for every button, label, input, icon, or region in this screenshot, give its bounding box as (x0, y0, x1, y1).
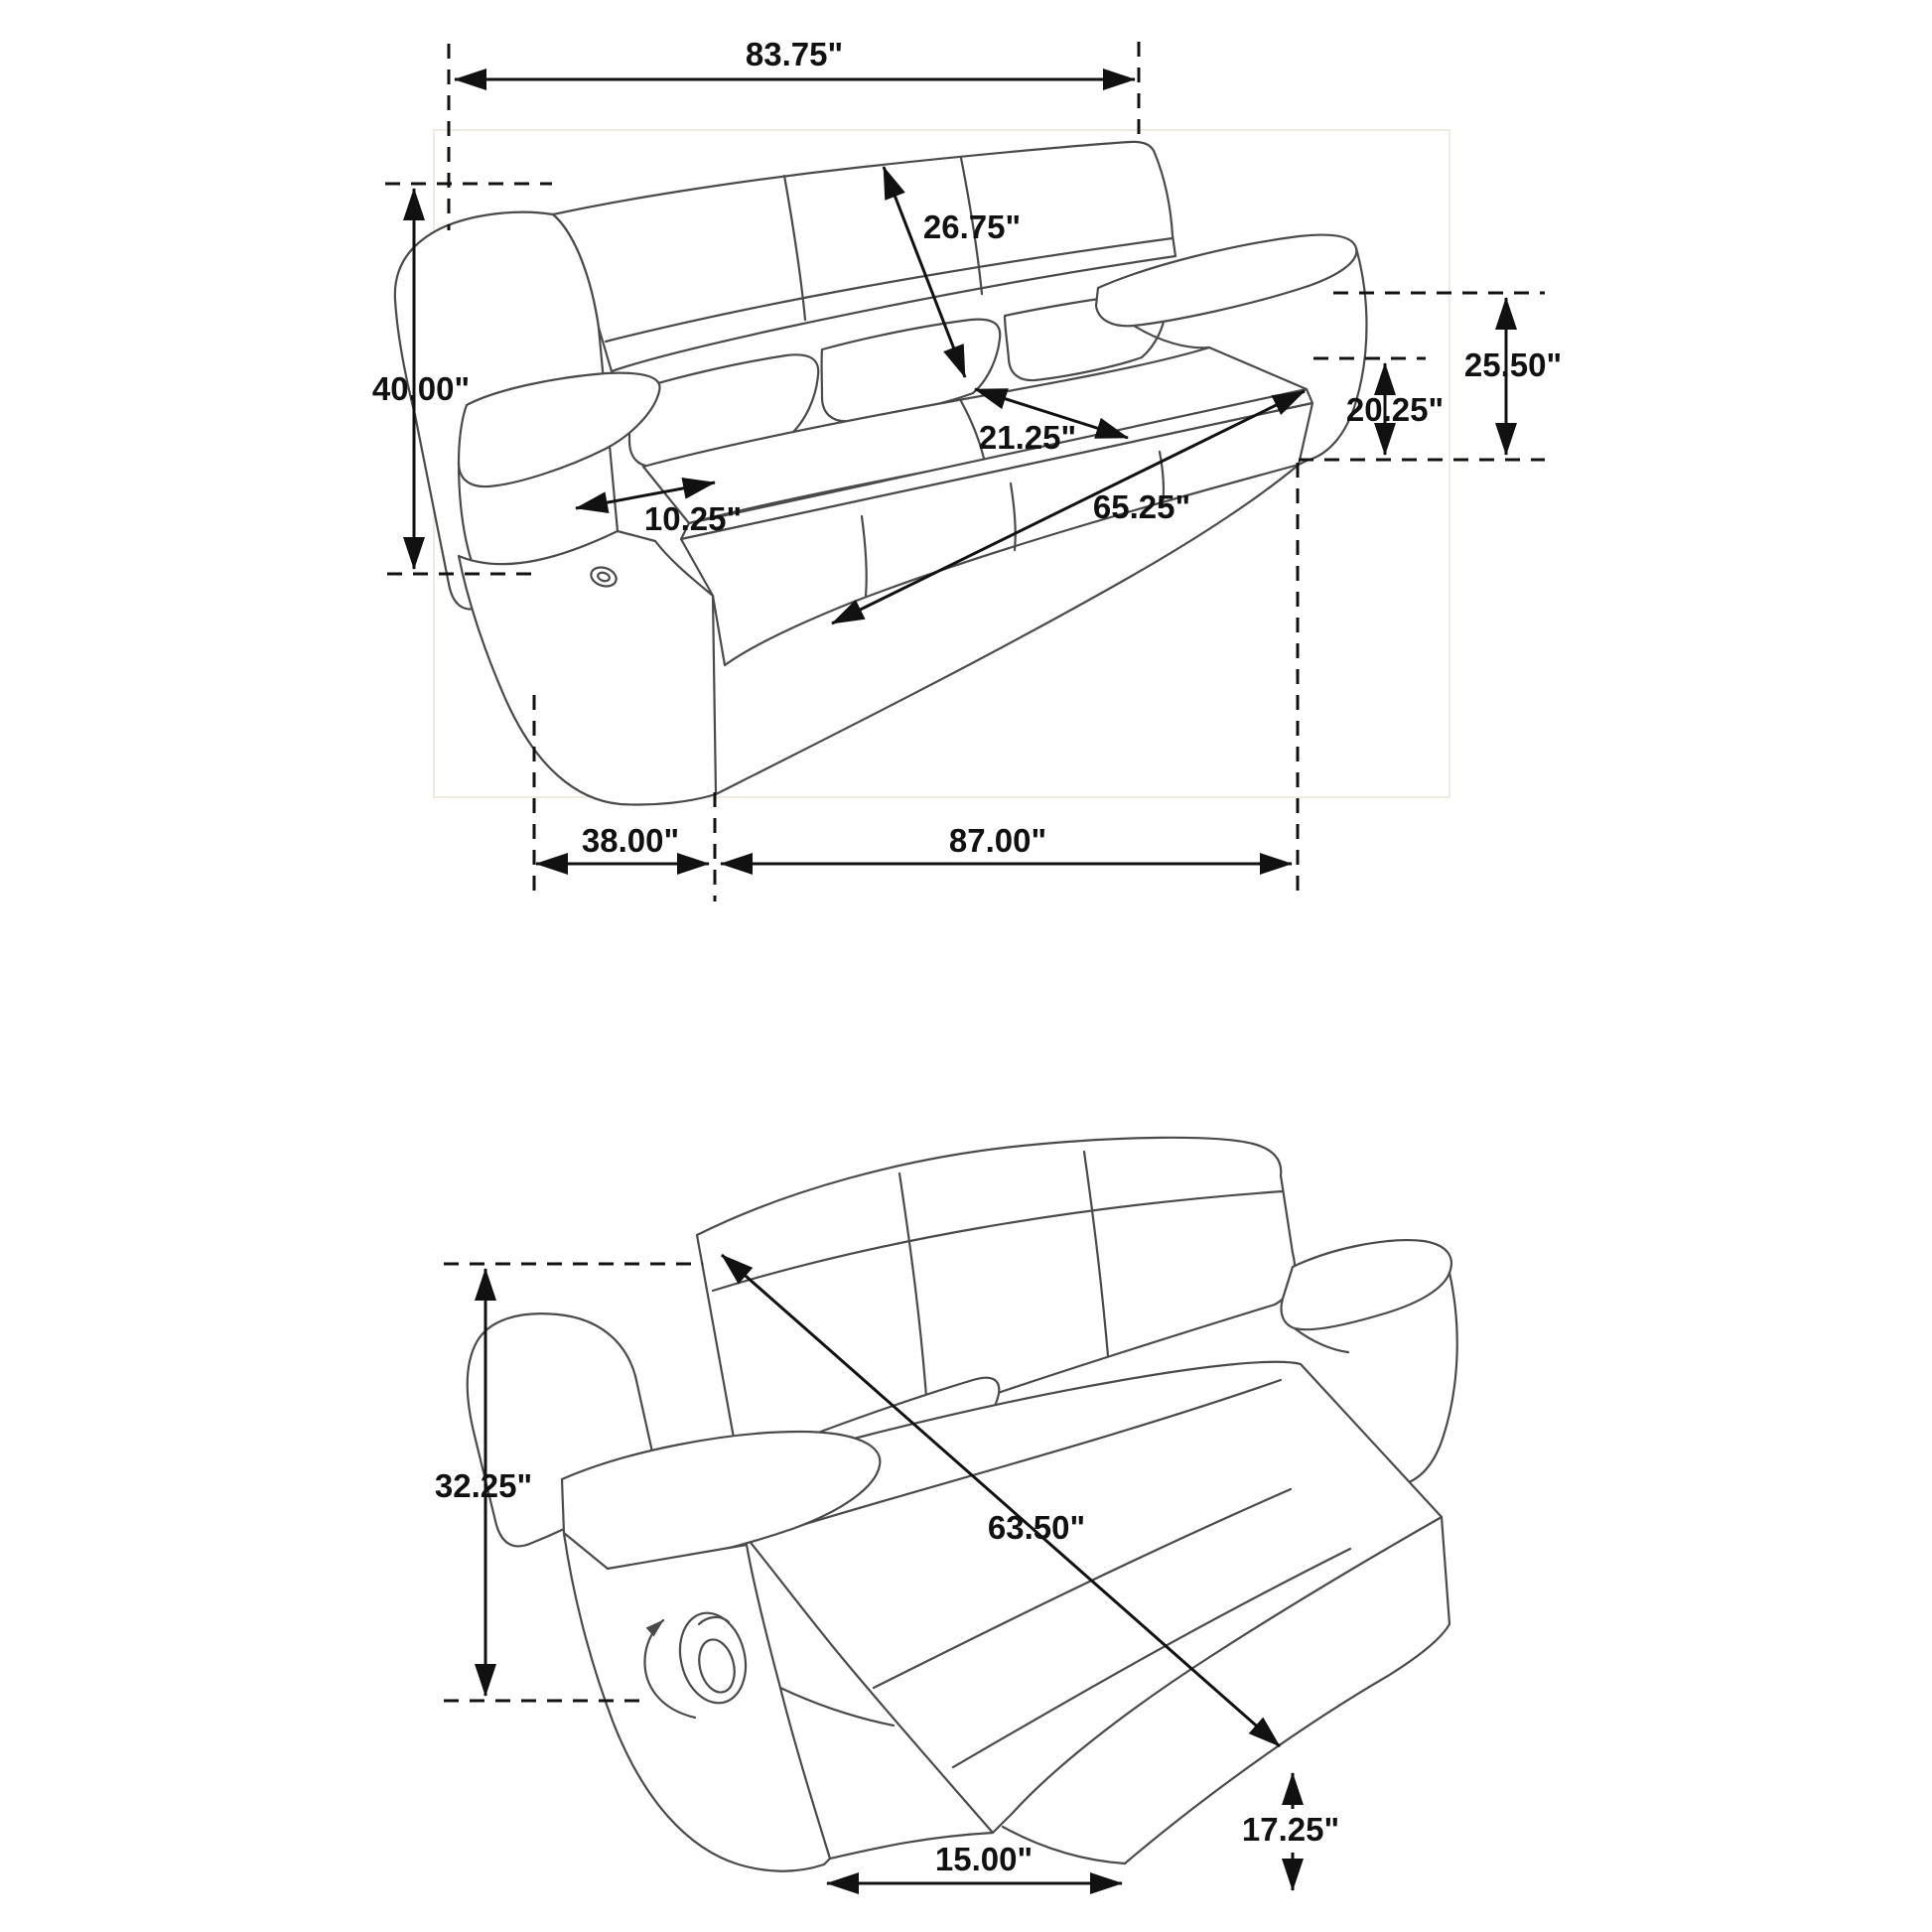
dim-arm-height-label: 25.50" (1463, 346, 1563, 383)
dim-footrest-extension-label: 15.00" (934, 1841, 1034, 1877)
sofa-upright-figure (372, 36, 1562, 901)
dim-seat-back-height-label: 20.25" (1345, 391, 1445, 428)
sofa-reclined-figure (435, 1138, 1457, 1890)
dim-front-width-label: 87.00" (948, 822, 1047, 859)
dim-side-depth-label: 38.00" (581, 822, 680, 859)
dim-footrest-height (1242, 1773, 1339, 1890)
sofa-upright-drawing (395, 142, 1367, 805)
dim-reclined-length-label: 63.50" (987, 1509, 1086, 1546)
dim-overall-height-label: 40.00" (371, 370, 471, 407)
dim-footrest-extension (827, 1841, 1122, 1883)
dim-arm-height (1298, 293, 1562, 899)
dim-overall-width-label: 83.75" (745, 36, 844, 72)
dim-back-diagonal-label: 26.75" (922, 208, 1022, 245)
dim-armrest-width-label: 10.25" (643, 500, 743, 537)
dim-interior-width-label: 65.25" (1092, 488, 1191, 525)
dim-seat-cushion-label: 21.25" (978, 419, 1077, 456)
sofa-reclined-drawing (468, 1138, 1457, 1871)
dim-footrest-height-label: 17.25" (1241, 1811, 1340, 1848)
dim-reclined-height-label: 32.25" (434, 1467, 533, 1504)
